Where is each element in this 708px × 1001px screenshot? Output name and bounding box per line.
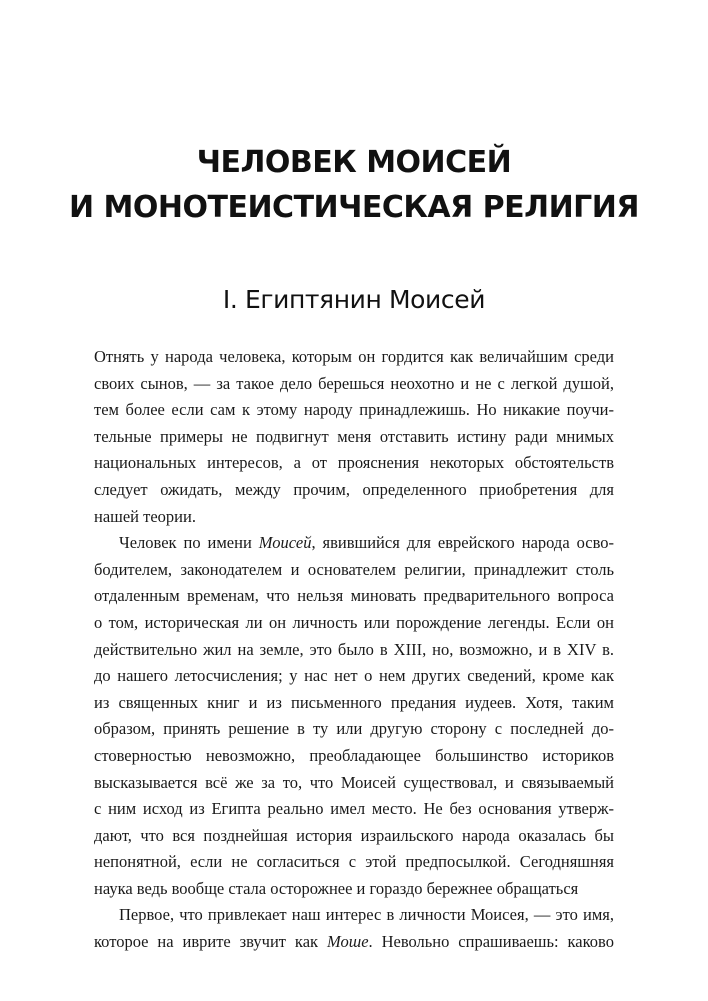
text-line: до нашего летосчисления; у нас нет о нем других сведений, кроме как <box>94 666 614 686</box>
paragraph-1 <box>94 344 614 530</box>
text-line: с ним исход из Египта реально имел место. Не без основания утверж- <box>94 799 614 819</box>
text-run: . Невольно спрашиваешь: каково <box>368 932 614 952</box>
paragraph-3 <box>94 902 614 955</box>
text-line: национальных интересов, а от прояснения некоторых обстоятельств <box>94 453 614 473</box>
text-line: о том, историческая ли он личность или порождение легенды. Если он <box>94 612 614 632</box>
text-line: нашей теории. <box>94 506 196 526</box>
text-run: которое на иврите звучит как <box>94 932 327 952</box>
italic-name: Моше <box>326 932 369 952</box>
text-line: своих сынов, — за такое дело берешься неохотно и не с легкой душой, <box>94 373 614 393</box>
text-line: наука ведь вообще стала осторожнее и гораздо бережнее обращаться <box>94 878 579 898</box>
text-line: Отнять у народа человека, которым он гордится как величайшим среди <box>94 347 614 366</box>
text-line: из священных книг и из письменного предания иудеев. Хотя, таким <box>94 692 614 712</box>
book-title <box>0 140 708 230</box>
title-line-1: ЧЕЛОВЕК МОИСЕЙ <box>196 145 512 180</box>
chapter-heading: I. Египтянин Моисей <box>222 285 486 314</box>
italic-name: Моисей <box>258 533 312 553</box>
text-line: тельные примеры не подвигнут меня отставить истину ради мнимых <box>94 426 614 446</box>
text-line <box>94 929 614 956</box>
text-line: тем более если сам к этому народу принадлежишь. Но никакие поучи- <box>94 400 614 420</box>
text-run: Человек по имени <box>119 533 259 553</box>
text-line: непонятной, если не согласиться с этой предпосылкой. Сегодняшняя <box>94 852 614 872</box>
body-text <box>94 344 614 956</box>
text-line: образом, принять решение в ту или другую сторону с последней до- <box>94 719 614 739</box>
text-line: отдаленным временам, что нельзя миновать предварительного вопроса <box>94 586 614 606</box>
title-line-2: И МОНОТЕИСТИЧЕСКАЯ РЕЛИГИЯ <box>68 190 640 225</box>
text-line: Первое, что привлекает наш интерес в личности Моисея, — это имя, <box>119 905 614 925</box>
text-run: , явившийся для еврейского народа осво- <box>311 533 614 553</box>
text-line: действительно жил на земле, это было в XIII, но, возможно, и в XIV в. <box>94 639 614 659</box>
text-line: высказывается всё же за то, что Моисей существовал, и связываемый <box>94 772 614 792</box>
text-line: следует ожидать, между прочим, определенного приобретения для <box>94 479 614 499</box>
text-line: дают, что вся позднейшая история израильского народа оказалась бы <box>94 825 614 845</box>
paragraph-2 <box>94 530 614 902</box>
text-line <box>94 530 614 557</box>
text-line: стоверностью невозможно, преобладающее большинство историков <box>94 745 614 765</box>
text-line: бодителем, законодателем и основателем религии, принадлежит столь <box>94 559 614 579</box>
